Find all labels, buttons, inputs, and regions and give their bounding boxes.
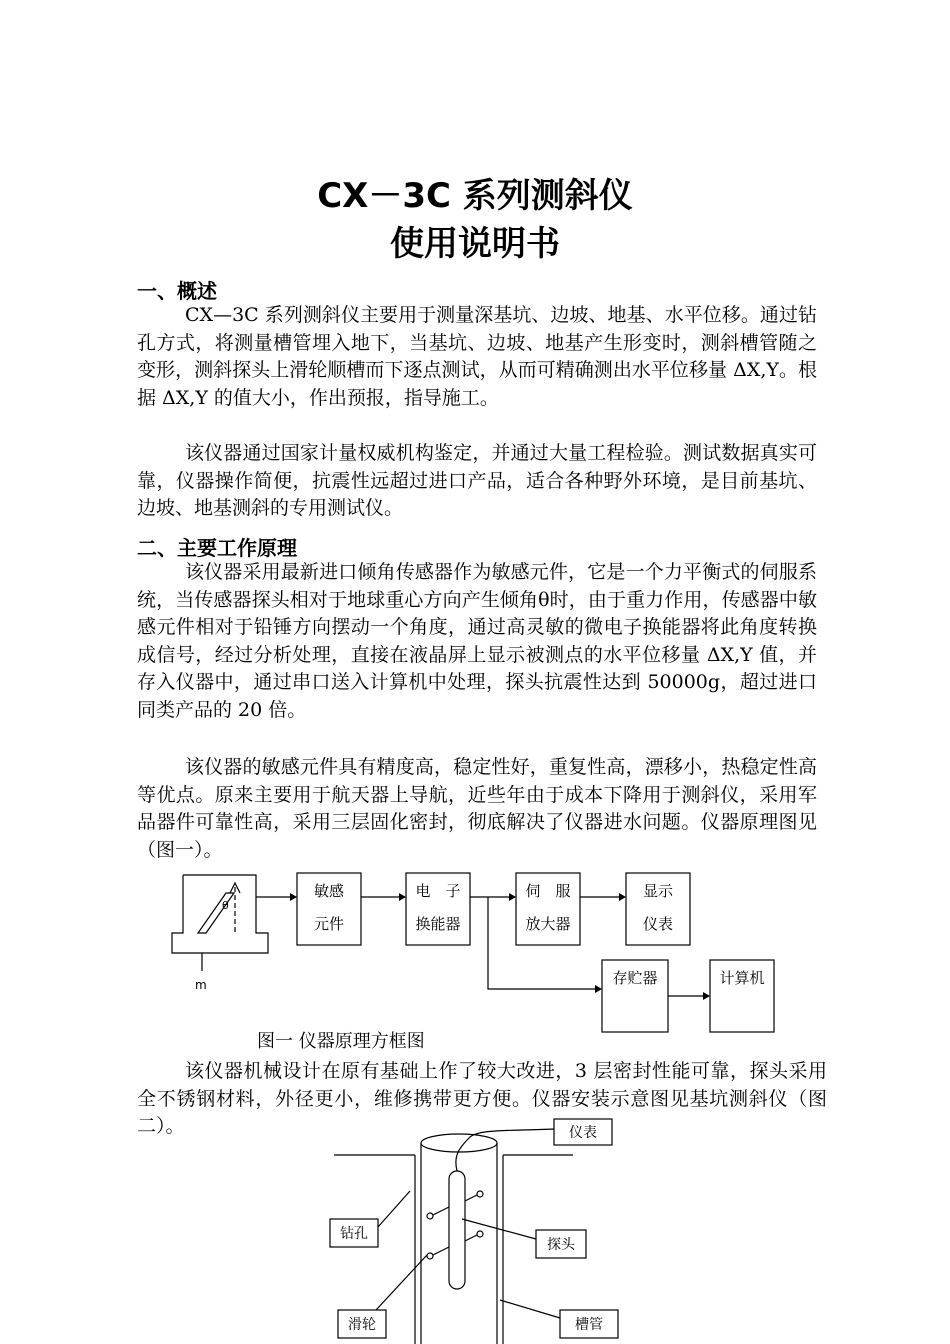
section2-heading: 二、主要工作原理 [137, 536, 297, 560]
figure2-installation-diagram [320, 1115, 630, 1344]
box3-line2: 放大器 [525, 915, 571, 933]
m-label: m [195, 978, 207, 992]
section2-paragraph2: 该仪器的敏感元件具有精度高，稳定性好，重复性高，漂移小，热稳定性高等优点。原来主要用于航天器上导航，近些年由于成本下降用于测斜仪，采用军品器件可靠性高，采用三层固化密封，彻底解决了仪器进水问题。仪器原理图见（图一）。 [137, 756, 817, 861]
box4-line2: 仪表 [642, 915, 674, 933]
section2-paragraph1: 该仪器采用最新进口倾角传感器作为敏感元件，它是一个力平衡式的伺服系统，当传感器探头相对于地球重心方向产生倾角θ时，由于重力作用，传感器中敏感元件相对于铅锤方向摆动一个角度，通过高灵敏的微电子换能器将此角度转换成信号，经过分析处理，直接在液晶屏上显示被测点的水平位移量 ΔX,Y 值，并存入仪器中，通过串口送入计算机中处理，探头抗震性达到 50000g，超过进口同类产品的 20 倍。 [137, 561, 817, 721]
label-pulley: 滑轮 [348, 1317, 376, 1333]
label-borehole: 钻孔 [340, 1226, 368, 1242]
box6-label: 计算机 [719, 969, 765, 987]
box3-line1: 伺 服 [525, 882, 571, 900]
box2-line1: 电 子 [415, 882, 461, 900]
box1-line1: 敏感 [313, 882, 345, 900]
box2-line2: 换能器 [415, 915, 461, 933]
figure1-caption: 图一 仪器原理方框图 [257, 1031, 425, 1052]
document-title-line2: 使用说明书 [390, 224, 560, 264]
section1-paragraph1: CX—3C 系列测斜仪主要用于测量深基坑、边坡、地基、水平位移。通过钻孔方式，将测量槽管埋入地下，当基坑、边坡、地基产生形变时，测斜槽管随之变形，测斜探头上滑轮顺槽而下逐点测试，从而可精确测出水平位移量 ΔX,Y。根据 ΔX,Y 的值大小，作出预报，指导施工。 [137, 304, 817, 409]
document-title-line1: CX－3C 系列测斜仪 [317, 176, 633, 216]
box1-line2: 元件 [313, 915, 345, 933]
section2-paragraph3: 该仪器机械设计在原有基础上作了较大改进，3 层密封性能可靠，探头采用全不锈钢材料，外径更小，维修携带更方便。仪器安装示意图见基坑测斜仪（图二）。 [137, 1060, 827, 1137]
label-probe: 探头 [547, 1237, 575, 1253]
theta-label: θ [222, 899, 229, 912]
probe [449, 1171, 465, 1289]
label-tube: 槽管 [575, 1317, 603, 1333]
box5-label: 存贮器 [612, 969, 658, 987]
box4-line1: 显示 [642, 882, 674, 900]
section1-heading: 一、概述 [137, 279, 217, 303]
figure1-block-diagram [160, 865, 800, 1040]
section1-paragraph2: 该仪器通过国家计量权威机构鉴定，并通过大量工程检验。测试数据真实可靠，仪器操作简便，抗震性远超过进口产品，适合各种野外环境，是目前基坑、边坡、地基测斜的专用测试仪。 [137, 442, 817, 519]
label-instrument: 仪表 [569, 1125, 597, 1141]
